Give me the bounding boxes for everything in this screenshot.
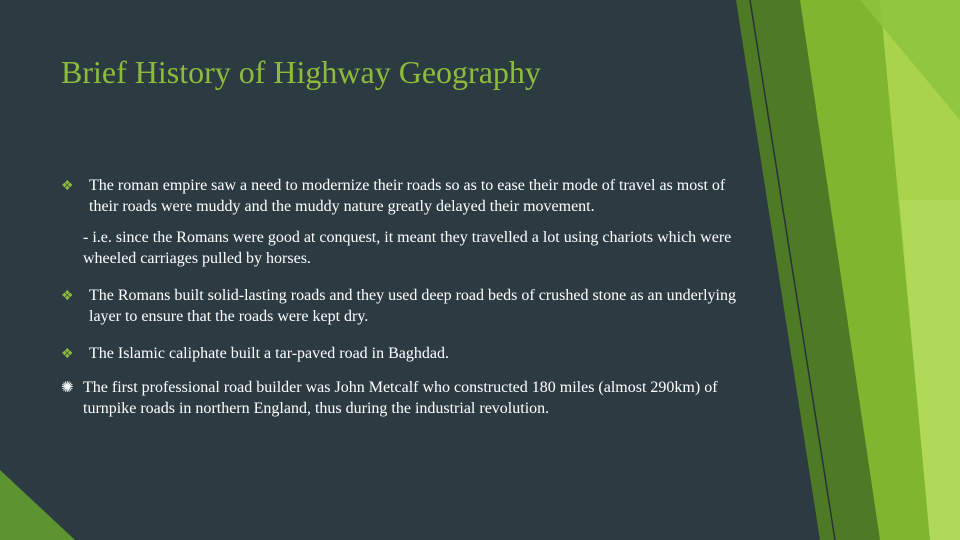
bullet-item xyxy=(61,175,741,217)
ornament-bullet-icon: ✺ xyxy=(61,380,74,396)
diamond-bullet-icon: ❖ xyxy=(61,179,74,194)
slide-body xyxy=(61,175,741,419)
bullet-item xyxy=(61,377,741,419)
bullet-text: The first professional road builder was John Metcalf who constructed 180 miles (almost 290km) of turnpike roads in northern England, thus during the industrial revolution. xyxy=(83,379,718,417)
slide-title: Brief History of Highway Geography xyxy=(61,54,541,90)
sub-note xyxy=(61,227,741,269)
bullet-text: The Romans built solid-lasting roads and they used deep road beds of crushed stone as an underlying layer to ensure that the roads were kept dry. xyxy=(89,287,736,325)
deco-left-wedge xyxy=(0,470,75,540)
bullet-text: The Islamic caliphate built a tar-paved road in Baghdad. xyxy=(89,345,449,362)
bullet-item xyxy=(61,285,741,327)
bullet-item xyxy=(61,343,741,364)
bullet-text: The roman empire saw a need to modernize their roads so as to ease their mode of travel as most of their roads were muddy and the muddy nature greatly delayed their movement. xyxy=(89,177,726,215)
diamond-bullet-icon: ❖ xyxy=(61,347,74,362)
diamond-bullet-icon: ❖ xyxy=(61,289,74,304)
sub-note-text: - i.e. since the Romans were good at conquest, it meant they travelled a lot using chariots which were wheeled carriages pulled by horses. xyxy=(83,229,732,267)
